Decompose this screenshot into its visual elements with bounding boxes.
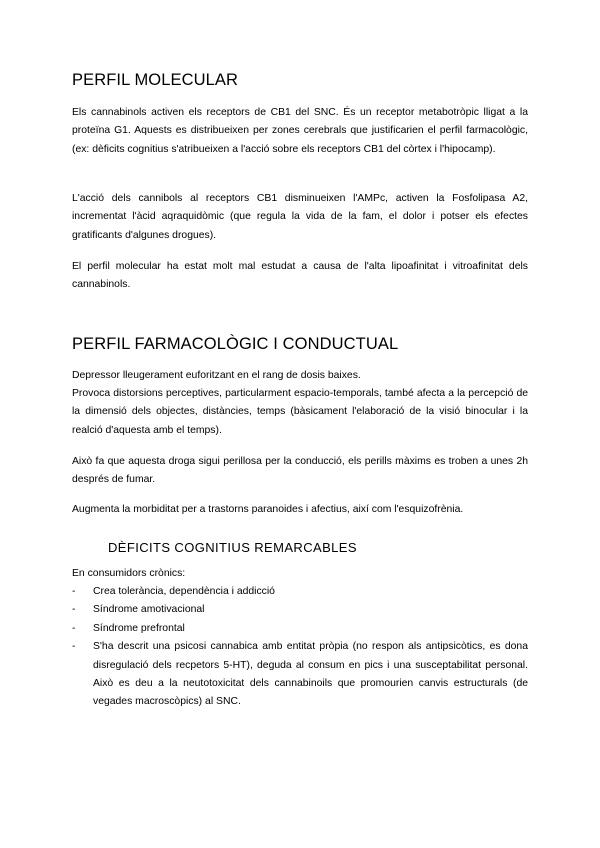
deficits-list <box>72 583 528 712</box>
list-bullet: - <box>72 586 76 597</box>
list-bullet: - <box>72 641 76 653</box>
list-item-text: S'ha descrit una psicosi cannabica amb entitat pròpia (no respon als antipsicòtics, es dona disregulació dels recpetors 5-HT), deguda al consum en pics i una susceptabilitat personal. Això es deu a la neutotoxicitat dels cannabinoils que promourien canvis estructurals (de vegades macroscòpics) al SNC. <box>93 641 528 708</box>
paragraph-morbiditat: Augmenta la morbiditat per a trastorns paranoides i afectius, així com l'esquizofrènia. <box>72 504 464 515</box>
list-item <box>72 620 528 638</box>
list-item-text: Síndrome amotivacional <box>93 604 205 616</box>
paragraph-molecular-ampc: L'acció dels cannibols al receptors CB1 disminueixen l'AMPc, activen la Fosfolipasa A2, incrementat l'àcid aqraquidòmic (que regula la vida de la fam, el dolor i potser els efectes gratificants d'algunes drogues). <box>72 193 528 241</box>
paragraph-consumidors-cronics: En consumidors crònics: <box>72 568 186 579</box>
paragraph-molecular-receptors: Els cannabinols activen els receptors de CB1 del SNC. És un receptor metabotròpic lligat a la proteïna G1. Aquests es distribueixen per zones cerebrals que justificarien el perfil farmacològic, (ex: dèficits cognitius s'atribueixen a l'acció sobre els receptors CB1 del còrtex i l'hipocamp). <box>72 107 528 155</box>
list-bullet: - <box>72 622 76 634</box>
list-item-text: Síndrome prefrontal <box>93 622 185 634</box>
section-title-perfil-molecular: PERFIL MOLECULAR <box>72 71 239 89</box>
paragraph-molecular-lipoafinitat: El perfil molecular ha estat molt mal estudat a causa de l'alta lipoafinitat i vitroafinitat dels cannabinols. <box>72 261 528 291</box>
paragraph-depressor: Depressor lleugerament euforitzant en el rang de dosis baixes. <box>72 370 361 381</box>
list-item <box>72 638 528 712</box>
list-item <box>72 601 528 619</box>
paragraph-conduccio: Això fa que aquesta droga sigui perillosa per la conducció, els perills màxims es troben a unes 2h després de fumar. <box>72 456 528 486</box>
section-title-perfil-farmacologic: PERFIL FARMACOLÒGIC I CONDUCTUAL <box>72 335 399 353</box>
list-bullet: - <box>72 604 76 616</box>
list-item <box>72 583 528 601</box>
list-item-text: Crea tolerància, dependència i addicció <box>93 586 275 597</box>
section-title-deficits-cognitius: DÈFICITS COGNITIUS REMARCABLES <box>108 540 357 555</box>
paragraph-distorsions: Provoca distorsions perceptives, particularment espacio-temporals, també afecta a la percepció de la dimensió dels objectes, distàncies, temps (bàsicament l'elaboració de la visió binocular i la realció d'aquesta amb el temps). <box>72 388 528 436</box>
